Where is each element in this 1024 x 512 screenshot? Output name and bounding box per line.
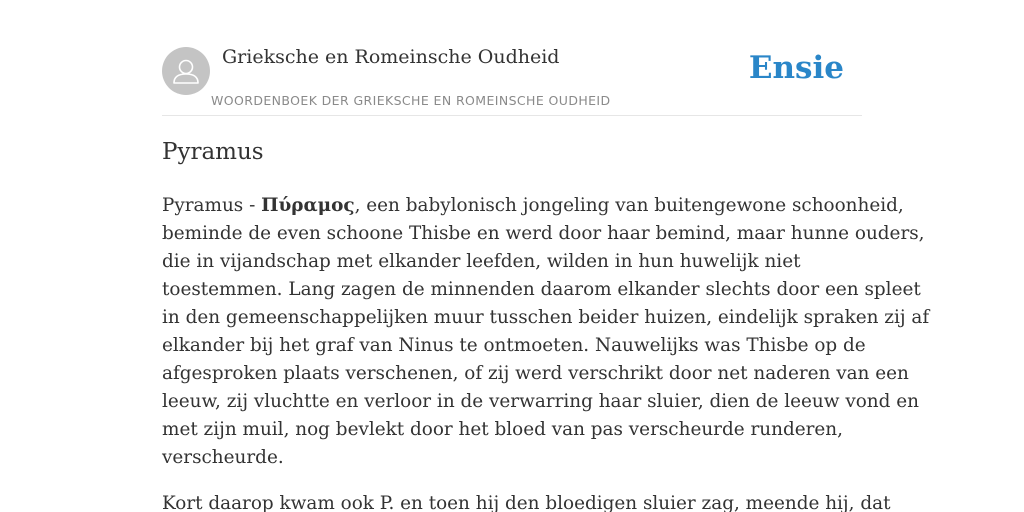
ensie-logo[interactable]: Ensie (748, 50, 844, 86)
paragraph-line: beminde de even schoone Thisbe en werd door haar bemind, maar hunne ouders, (162, 223, 925, 244)
paragraph-line: Kort daarop kwam ook P. en toen hij den bloedigen sluier zag, meende hij, dat (162, 493, 891, 512)
paragraph-2 (162, 490, 891, 512)
article-body (162, 192, 930, 512)
paragraph-line: , een babylonisch jongeling van buitengewone schoonheid, (354, 195, 904, 216)
header-divider (162, 115, 862, 116)
paragraph-line: afgesproken plaats verschenen, of zij werd verschrikt door net naderen van een (162, 363, 909, 384)
paragraph-line: leeuw, zij vluchtte en verloor in de verwarring haar sluier, dien de leeuw vond en (162, 391, 919, 412)
paragraph-line: die in vijandschap met elkander leefden, wilden in hun huwelijk niet (162, 251, 801, 272)
paragraph-line: verscheurde. (162, 447, 284, 468)
paragraph-line: toestemmen. Lang zagen de minnenden daarom elkander slechts door een spleet (162, 279, 921, 300)
paragraph-line: in den gemeenschappelijken muur tusschen beider huizen, eindelijk spraken zij af (162, 307, 930, 328)
entry-title: Pyramus (162, 139, 264, 165)
entry-term: Pyramus (162, 195, 244, 216)
source-avatar[interactable] (162, 47, 210, 95)
paragraph-1 (162, 192, 930, 472)
paragraph-line: elkander bij het graf van Ninus te ontmoeten. Nauwelijks was Thisbe op de (162, 335, 866, 356)
paragraph-1-line-1 (162, 192, 904, 220)
source-subtitle[interactable]: WOORDENBOEK DER GRIEKSCHE EN ROMEINSCHE OUDHEID (211, 93, 611, 108)
source-title[interactable]: Grieksche en Romeinsche Oudheid (222, 46, 560, 68)
user-silhouette-icon (162, 47, 210, 95)
greek-term: Πύραμος (261, 195, 355, 216)
paragraph-line: met zijn muil, nog bevlekt door het bloed van pas verscheurde runderen, (162, 419, 843, 440)
term-separator: - (243, 195, 262, 216)
